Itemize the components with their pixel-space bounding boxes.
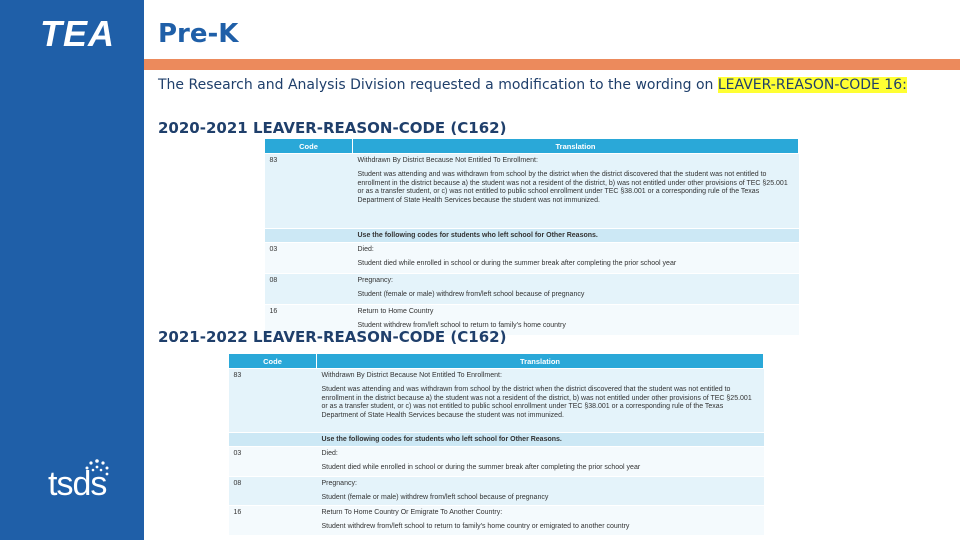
translation-desc: Died:: [357, 246, 374, 253]
translation-detail: Student (female or male) withdrew from/left school because of pregnancy: [357, 291, 585, 298]
translation-cell: [317, 447, 764, 477]
accent-bar: [144, 59, 960, 70]
table-row: [229, 506, 764, 536]
note-cell: Use the following codes for students who left school for Other Reasons.: [353, 229, 799, 243]
translation-desc: Pregnancy:: [321, 479, 357, 487]
page-title: Pre-K: [158, 19, 239, 49]
intro-text-plain: The Research and Analysis Division requested a modification to the wording on: [158, 77, 718, 93]
translation-detail: Student withdrew from/left school to return to family's home country or emigrated to another country: [321, 523, 630, 530]
table-row: [265, 243, 799, 274]
code-cell: 08: [265, 274, 353, 305]
translation-detail: Student died while enrolled in school or during the summer break after completing the prior school year: [357, 260, 677, 267]
tea-logo: TEA: [40, 13, 115, 54]
code-cell: 83: [265, 154, 353, 229]
column-header-code: Code: [265, 139, 353, 154]
translation-cell: [317, 369, 764, 433]
code-cell: 16: [229, 506, 317, 536]
code-table-2021: [228, 353, 764, 536]
section-heading-2020: 2020-2021 LEAVER-REASON-CODE (C162): [158, 119, 507, 137]
translation-detail: Student was attending and was withdrawn from school by the district when the district discovered that the student was not entitled to enrollment in the district because a) the student was not a resident of the district, b) was not entitled under other provisions of TEC §25.001 or as a transfer student, or c) was not entitled to public school enrollment under TEC §38.001 or a corresponding rule of the Texas Department of State Health Services because the student was not immunized.: [321, 386, 752, 419]
table-row: [229, 447, 764, 477]
translation-desc: Withdrawn By District Because Not Entitled To Enrollment:: [357, 157, 538, 164]
code-cell: 83: [229, 369, 317, 433]
intro-text-highlight: LEAVER-REASON-CODE 16:: [717, 77, 907, 93]
translation-cell: [317, 476, 764, 506]
table-row: [265, 154, 799, 229]
table-row: [265, 274, 799, 305]
column-header-code: Code: [229, 354, 317, 369]
code-cell: 08: [229, 476, 317, 506]
translation-cell: [317, 506, 764, 536]
translation-detail: Student died while enrolled in school or during the summer break after completing the prior school year: [321, 464, 641, 471]
table-row: [229, 476, 764, 506]
code-table-2020: [264, 138, 799, 336]
translation-cell: [353, 154, 799, 229]
translation-desc: Return To Home Country Or Emigrate To Another Country:: [321, 509, 503, 516]
translation-desc: Withdrawn By District Because Not Entitled To Enrollment:: [321, 372, 502, 379]
table-header-row: [265, 139, 799, 154]
sidebar: [0, 0, 144, 540]
translation-detail: Student withdrew from/left school to return to family's home country: [357, 322, 566, 329]
table-note-row: [265, 229, 799, 243]
translation-detail: Student (female or male) withdrew from/left school because of pregnancy: [321, 493, 549, 501]
translation-desc: Return to Home Country: [357, 308, 434, 315]
translation-cell: [353, 274, 799, 305]
translation-detail: Student was attending and was withdrawn from school by the district when the district discovered that the student was not entitled to enrollment in the district because a) the student was not a resident of the district, b) was not entitled under other provisions of TEC §25.001 or as a transfer student, or c) was not entitled to public school enrollment under TEC §38.001 or a corresponding rule of the Texas Department of State Health Services because the student was not immunized.: [357, 171, 788, 204]
column-header-translation: Translation: [317, 354, 764, 369]
note-cell: Use the following codes for students who left school for Other Reasons.: [317, 433, 764, 447]
translation-desc: Died:: [321, 450, 338, 457]
intro-text: [158, 76, 928, 95]
code-cell: 03: [265, 243, 353, 274]
tsds-logo: tsds: [48, 465, 107, 503]
section-heading-2021: 2021-2022 LEAVER-REASON-CODE (C162): [158, 328, 507, 346]
table-row: [229, 369, 764, 433]
column-header-translation: Translation: [353, 139, 799, 154]
translation-cell: [353, 243, 799, 274]
code-cell: 16: [265, 305, 353, 336]
table-header-row: [229, 354, 764, 369]
table-note-row: [229, 433, 764, 447]
translation-desc: Pregnancy:: [357, 277, 393, 284]
code-cell: 03: [229, 447, 317, 477]
